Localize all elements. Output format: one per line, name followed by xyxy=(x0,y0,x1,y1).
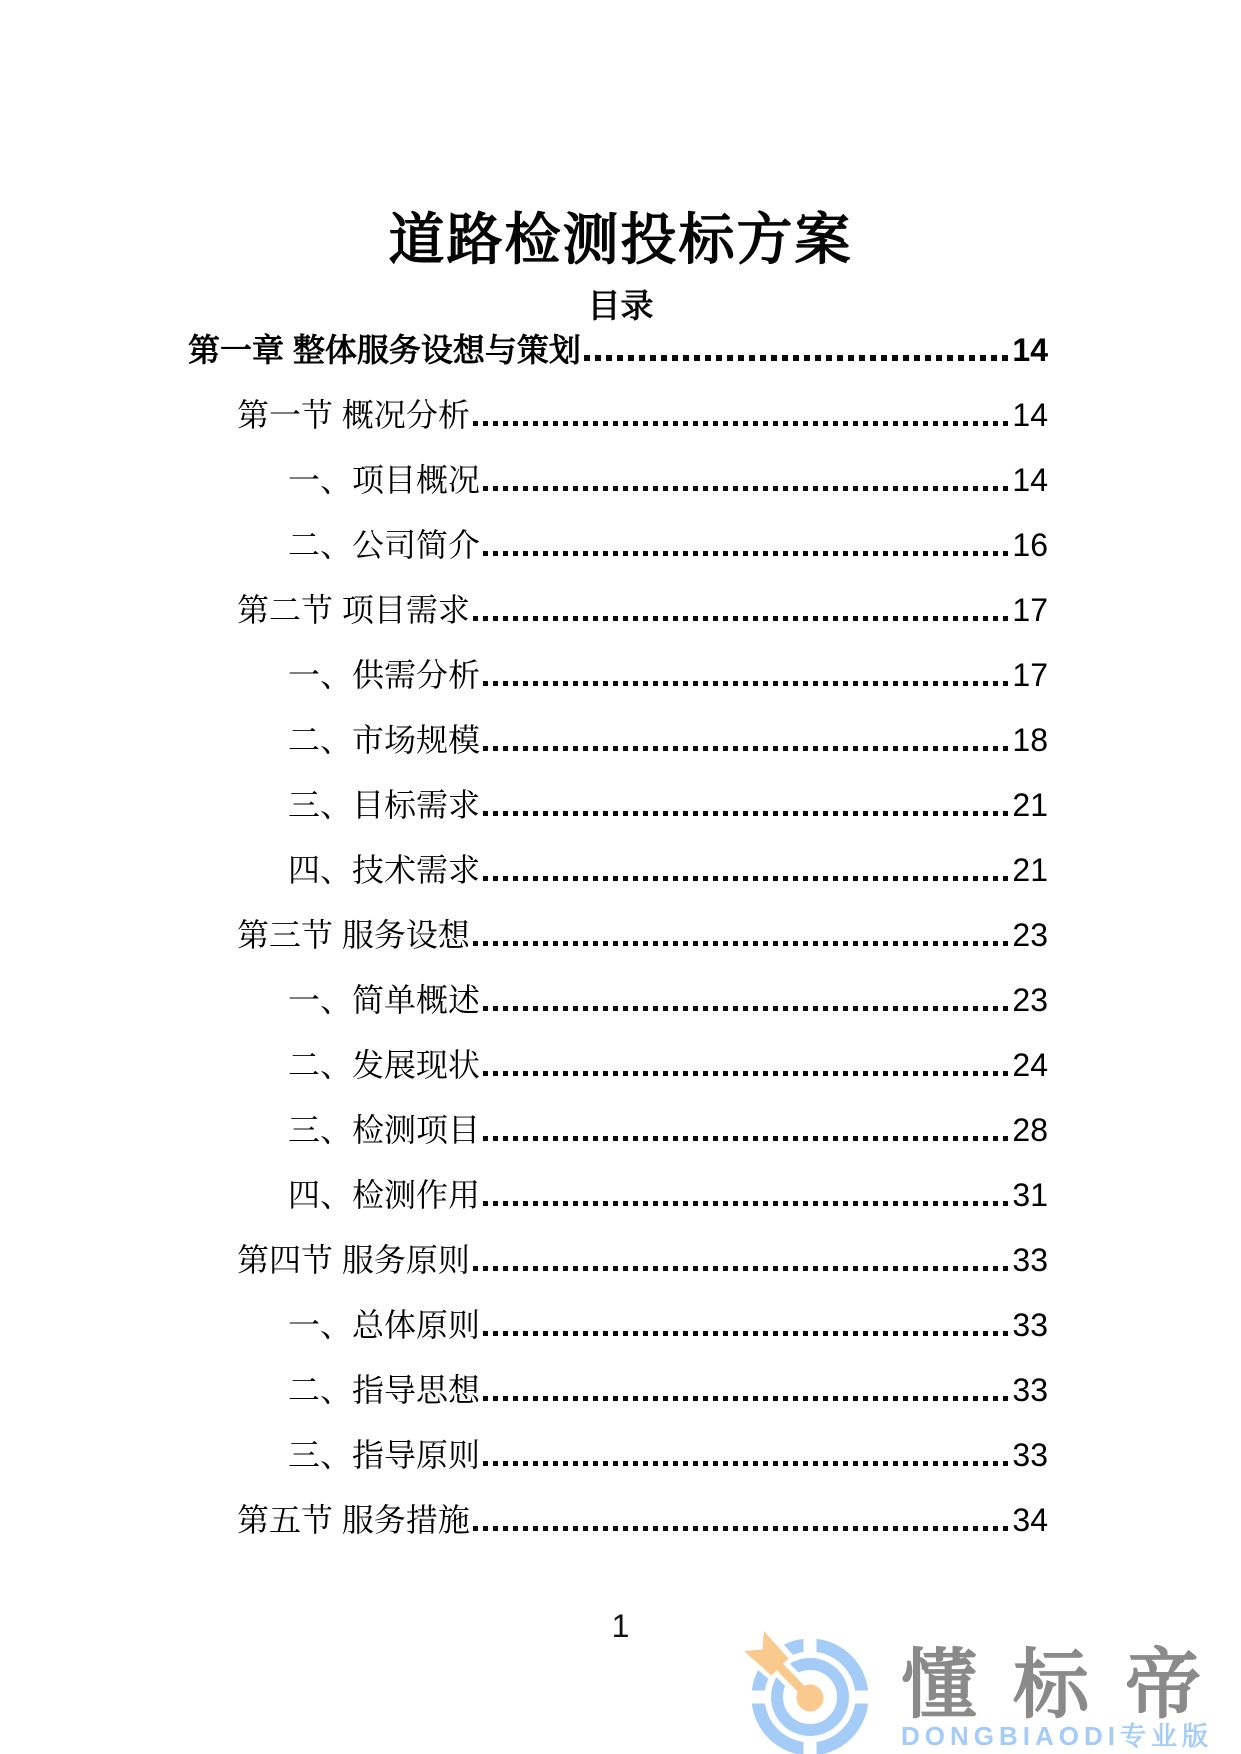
toc-entry-label: 一、项目概况 xyxy=(288,462,481,498)
toc-dot-leader xyxy=(483,1071,1009,1076)
table-of-contents xyxy=(188,318,1048,1553)
toc-entry[interactable] xyxy=(188,773,1048,838)
toc-entry-page: 33 xyxy=(1012,1437,1048,1473)
toc-entry[interactable] xyxy=(188,838,1048,903)
toc-entry-page: 17 xyxy=(1012,592,1048,628)
toc-entry[interactable] xyxy=(188,1228,1048,1293)
toc-entry[interactable] xyxy=(188,903,1048,968)
toc-dot-leader xyxy=(483,811,1009,816)
toc-entry-page: 21 xyxy=(1012,787,1048,823)
toc-entry-page: 14 xyxy=(1012,397,1048,433)
toc-entry-label: 第五节 服务措施 xyxy=(237,1502,470,1538)
toc-entry-page: 23 xyxy=(1012,917,1048,953)
toc-dot-leader xyxy=(483,551,1009,556)
toc-entry-label: 四、技术需求 xyxy=(288,852,481,888)
toc-entry-page: 21 xyxy=(1012,852,1048,888)
toc-entry-label: 二、发展现状 xyxy=(288,1047,481,1083)
toc-entry-page: 16 xyxy=(1012,527,1048,563)
toc-entry-label: 三、指导原则 xyxy=(288,1437,481,1473)
toc-dot-leader xyxy=(483,1396,1009,1401)
toc-entry-page: 14 xyxy=(1012,462,1048,498)
toc-entry-label: 第四节 服务原则 xyxy=(237,1242,470,1278)
toc-entry[interactable] xyxy=(188,578,1048,643)
watermark-brand-text: 懂标帝 xyxy=(901,1643,1237,1728)
dartboard-logo-icon xyxy=(740,1627,880,1754)
watermark-edition-text: 专业版 xyxy=(1120,1721,1214,1751)
toc-entry-page: 33 xyxy=(1012,1372,1048,1408)
toc-entry[interactable] xyxy=(188,513,1048,578)
toc-entry-label: 第三节 服务设想 xyxy=(237,917,470,953)
toc-entry[interactable] xyxy=(188,383,1048,448)
toc-entry-label: 第二节 项目需求 xyxy=(237,592,470,628)
document-title: 道路检测投标方案 xyxy=(388,207,853,271)
toc-dot-leader xyxy=(473,1526,1010,1531)
toc-entry[interactable] xyxy=(188,1163,1048,1228)
toc-entry-label: 第一节 概况分析 xyxy=(237,397,470,433)
toc-entry-label: 一、总体原则 xyxy=(288,1307,481,1343)
toc-dot-leader xyxy=(483,1136,1009,1141)
toc-entry-label: 三、检测项目 xyxy=(288,1112,481,1148)
toc-entry-label: 第一章 整体服务设想与策划 xyxy=(188,332,581,368)
toc-entry-label: 二、公司简介 xyxy=(288,527,481,563)
toc-entry-label: 一、简单概述 xyxy=(288,982,481,1018)
toc-entry[interactable] xyxy=(188,1423,1048,1488)
toc-entry-page: 33 xyxy=(1012,1307,1048,1343)
toc-dot-leader xyxy=(473,616,1010,621)
toc-entry-label: 一、供需分析 xyxy=(288,657,481,693)
toc-entry[interactable] xyxy=(188,1293,1048,1358)
toc-dot-leader xyxy=(483,681,1009,686)
watermark-subtitle-text xyxy=(901,1721,1213,1751)
toc-entry-page: 34 xyxy=(1012,1502,1048,1538)
toc-entry-page: 31 xyxy=(1012,1177,1048,1213)
toc-dot-leader xyxy=(473,421,1010,426)
toc-entry-page: 18 xyxy=(1012,722,1048,758)
watermark-latin-text: DONGBIAODI xyxy=(901,1721,1120,1751)
toc-heading: 目录 xyxy=(587,287,654,325)
toc-entry-page: 28 xyxy=(1012,1112,1048,1148)
toc-dot-leader xyxy=(483,1201,1009,1206)
toc-entry-page: 23 xyxy=(1012,982,1048,1018)
toc-entry-page: 14 xyxy=(1012,332,1048,368)
toc-entry[interactable] xyxy=(188,318,1048,383)
toc-dot-leader xyxy=(473,1266,1010,1271)
toc-dot-leader xyxy=(483,1461,1009,1466)
page-number-footer: 1 xyxy=(611,1608,630,1644)
toc-entry[interactable] xyxy=(188,1488,1048,1553)
toc-dot-leader xyxy=(483,486,1009,491)
toc-dot-leader xyxy=(483,1006,1009,1011)
toc-entry-label: 四、检测作用 xyxy=(288,1177,481,1213)
toc-entry-label: 二、市场规模 xyxy=(288,722,481,758)
toc-entry[interactable] xyxy=(188,643,1048,708)
toc-entry[interactable] xyxy=(188,448,1048,513)
toc-entry-page: 24 xyxy=(1012,1047,1048,1083)
toc-dot-leader xyxy=(584,355,1010,361)
toc-entry[interactable] xyxy=(188,1033,1048,1098)
toc-entry-page: 33 xyxy=(1012,1242,1048,1278)
toc-entry[interactable] xyxy=(188,708,1048,773)
toc-dot-leader xyxy=(473,941,1010,946)
toc-dot-leader xyxy=(483,1331,1009,1336)
toc-dot-leader xyxy=(483,876,1009,881)
toc-entry-label: 三、目标需求 xyxy=(288,787,481,823)
toc-entry[interactable] xyxy=(188,1358,1048,1423)
toc-entry-page: 17 xyxy=(1012,657,1048,693)
toc-entry[interactable] xyxy=(188,1098,1048,1163)
toc-dot-leader xyxy=(483,746,1009,751)
toc-entry[interactable] xyxy=(188,968,1048,1033)
toc-entry-label: 二、指导思想 xyxy=(288,1372,481,1408)
